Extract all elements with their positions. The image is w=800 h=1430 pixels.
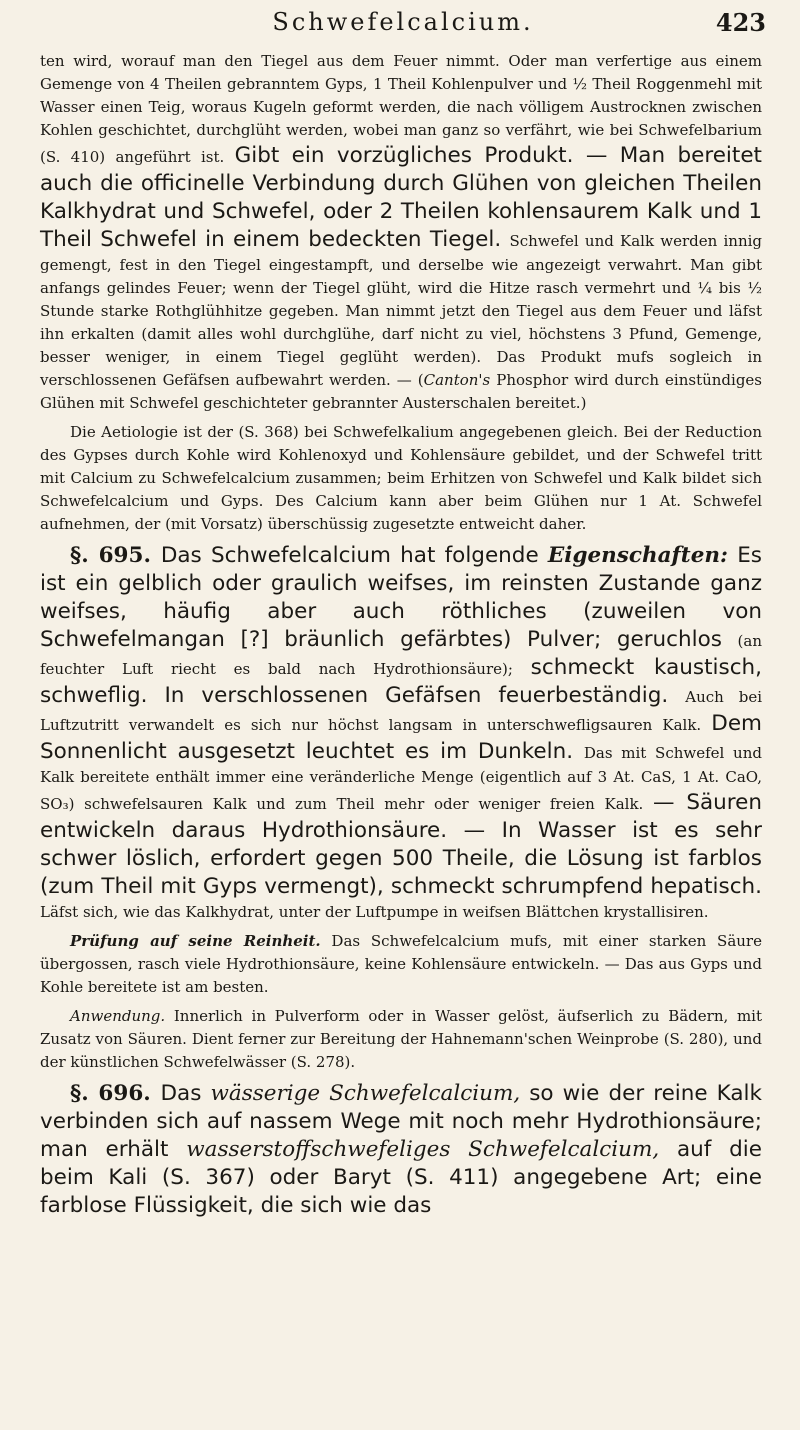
paragraph-aetiologie (40, 421, 762, 536)
text-run: Schwefel und Kalk werden innig gemengt, fest in den Tiegel eingestampft, und derselbe wie angezeigt verwahrt. Man gibt anfangs gelindes Feuer; wenn der Tiegel glüht, wird die Hitze rasch vermehrt und ¼ bis ½ Stunde starke Rothglühhitze gegeben. Man nimmt jetzt den Tiegel aus dem Feuer und läfst ihn erkalten (damit alles wohl durchglühe, darf nicht zu viel, höchstens 3 Pfund, Gemenge, besser weniger, in einem Tiegel geglüht werden). Das Produkt mufs sogleich in verschlossenen Gefäfsen aufbewahrt werden. — ( (40, 232, 762, 389)
text-run: §. 695. (70, 543, 161, 568)
text-run: Canton's (423, 371, 491, 389)
text-run: Phosphor wird durch einstündiges Glühen mit Schwefel geschichteter gebrannter Austerschalen bereitet.) (40, 371, 763, 412)
text-run: Das Schwefelcalcium mufs, mit einer starken Säure übergossen, rasch viele Hydrothionsäure, keine Kohlensäure entwickeln. — Das aus Gyps und Kohle bereitete ist am besten. (40, 932, 762, 996)
page-header (40, 8, 766, 42)
text-run: Gibt ein vorzügliches Produkt. — Man bereitet auch die officinelle Verbindung durch Glühen von gleichen Theilen Kalkhydrat und Schwefel, oder 2 Theilen kohlensaurem Kalk und 1 Theil Schwefel in einem bedeckten Tiegel. (40, 143, 762, 252)
running-head: Schwefelcalcium. (272, 8, 534, 36)
text-run: (an feuchter Luft riecht es bald nach Hydrothionsäure); (40, 632, 762, 678)
text-run: Es ist ein gelblich oder graulich weifses, im reinsten Zustande ganz weifses, häufig aber auch röthliches (zuweilen von Schwefelmangan [?] bräunlich gefärbtes) Pulver; geruchlos (40, 543, 762, 652)
text-run: §. 696. (70, 1081, 161, 1106)
text-run: Das Schwefelcalcium hat folgende (160, 543, 548, 568)
text-run: wässerige Schwefelcalcium, (210, 1081, 521, 1106)
paragraph-section-696 (40, 1080, 762, 1220)
text-run: Anwendung. (70, 1007, 166, 1025)
text-run: Auch bei Luftzutritt verwandelt es sich nur höchst langsam in unterschwefligsauren Kalk. (40, 688, 762, 734)
text-run: — Säuren entwickeln daraus Hydrothionsäure. — In Wasser ist es sehr schwer löslich, erfordert gegen 500 Theile, die Lösung ist farblos (zum Theil mit Gyps vermengt), schmeckt schrumpfend hepatisch. (40, 790, 762, 899)
text-run: Das (160, 1081, 211, 1106)
paragraph-pruefung (40, 930, 762, 999)
text-run: so wie der reine Kalk verbinden sich auf nassem Wege mit noch mehr Hydrothionsäure; man erhält (40, 1081, 762, 1162)
text-run: auf die beim Kali (S. 367) oder Baryt (S. 411) angegebene Art; eine farblose Flüssigkeit, die sich wie das (40, 1137, 763, 1218)
text-run: Eigenschaften: (547, 543, 728, 568)
text-run: Dem Sonnenlicht ausgesetzt leuchtet es im Dunkeln. (40, 711, 762, 764)
text-run: Läfst sich, wie das Kalkhydrat, unter der Luftpumpe in weifsen Blättchen krystallisiren. (40, 903, 709, 921)
text-run: schmeckt kaustisch, schweflig. In verschlossenen Gefäfsen feuerbeständig. (40, 655, 762, 708)
paragraph-preparation (40, 50, 762, 415)
text-run: Die Aetiologie ist der (S. 368) bei Schwefelkalium angegebenen gleich. Bei der Reduction des Gypses durch Kohle wird Kohlenoxyd und Kohlensäure gebildet, und der Schwefel tritt mit Calcium zu Schwefelcalcium zusammen; beim Erhitzen von Schwefel und Kalk bildet sich Schwefelcalcium und Gyps. Des Calcium kann aber beim Glühen nur 1 At. Schwefel aufnehmen, der (mit Vorsatz) überschüssig zugesetzte entweicht daher. (40, 423, 762, 533)
paragraph-anwendung (40, 1005, 762, 1074)
text-run: ten wird, worauf man den Tiegel aus dem Feuer nimmt. Oder man verfertige aus einem Gemenge von 4 Theilen gebranntem Gyps, 1 Theil Kohlenpulver und ½ Theil Roggenmehl mit Wasser einen Teig, woraus Kugeln geformt werden, die nach völligem Austrocknen zwischen Kohlen geschichtet, durchglüht werden, wobei man ganz so verfährt, wie bei Schwefelbarium (S. 410) angeführt ist. (40, 52, 762, 166)
body-text (40, 50, 762, 1220)
text-run: Prüfung auf seine Reinheit. (70, 932, 321, 950)
text-run: Innerlich in Pulverform oder in Wasser gelöst, äufserlich zu Bädern, mit Zusatz von Säuren. Dient ferner zur Bereitung der Hahnemann'schen Weinprobe (S. 280), und der künstlichen Schwefelwässer (S. 278). (40, 1007, 762, 1071)
text-run: Das mit Schwefel und Kalk bereitete enthält immer eine veränderliche Menge (eigentlich auf 3 At. CaS, 1 At. CaO, SO₃) schwefelsauren Kalk und zum Theil mehr oder weniger freien Kalk. (40, 744, 762, 813)
page-number: 423 (715, 8, 766, 37)
text-run: wasserstoffschwefeliges Schwefelcalcium, (186, 1137, 660, 1162)
paragraph-section-695 (40, 542, 762, 924)
